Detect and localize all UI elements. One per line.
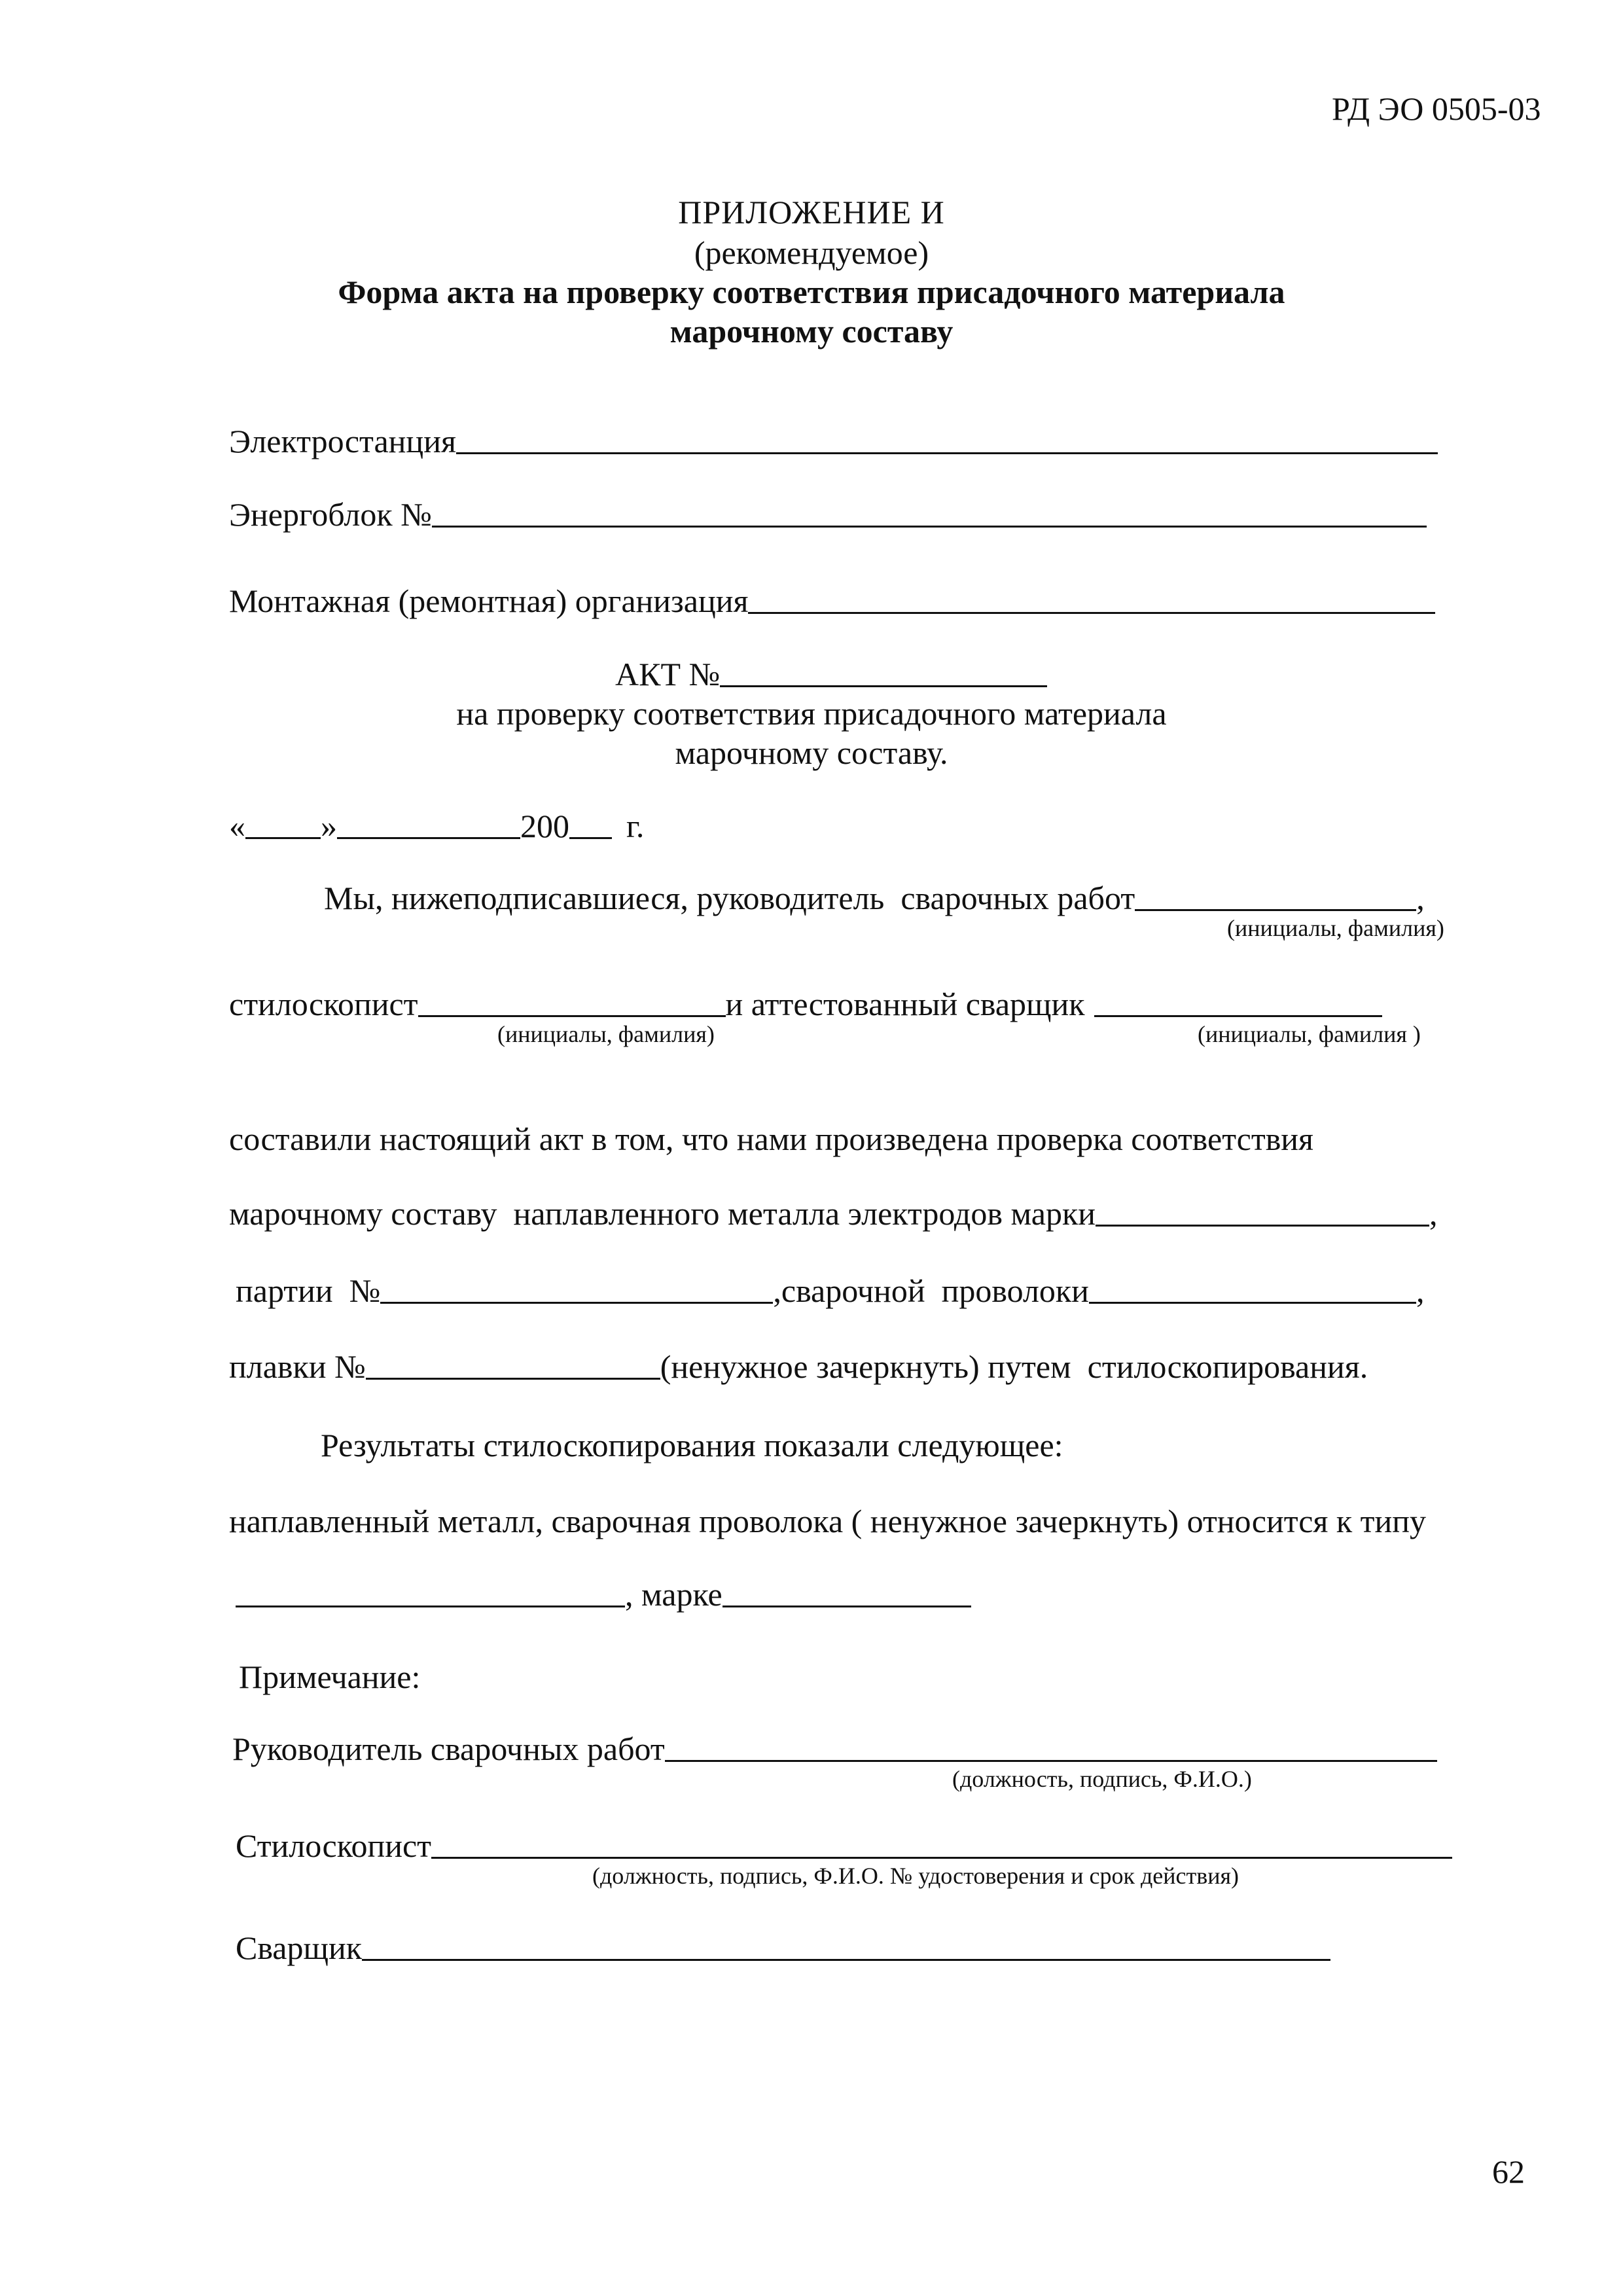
body-line-5-comma: , xyxy=(1416,1272,1425,1309)
date-year-blank[interactable] xyxy=(569,808,612,839)
mark-blank[interactable] xyxy=(722,1577,971,1607)
electrode-brand-blank[interactable] xyxy=(1096,1196,1429,1227)
welding-head-name-hint: (инициалы, фамилия) xyxy=(1227,915,1444,941)
date-year-suffix: г. xyxy=(626,808,645,844)
body-line-3: составили настоящий акт в том, что нами произведена проверка соответствия xyxy=(229,1121,1314,1157)
power-station-label: Электростанция xyxy=(229,423,456,459)
power-station-field xyxy=(229,423,1438,459)
body-line-4-comma: , xyxy=(1429,1195,1438,1232)
body-line-1 xyxy=(324,880,1425,916)
stylo-name-hint: (инициалы, фамилия) xyxy=(497,1021,715,1047)
stylo-signature-blank[interactable] xyxy=(431,1828,1452,1859)
date-year-prefix: 200 xyxy=(520,808,569,844)
power-unit-field xyxy=(229,496,1427,533)
page-number: 62 xyxy=(1492,2153,1525,2190)
mark-label: , марке xyxy=(625,1576,722,1613)
date-month-blank[interactable] xyxy=(337,808,520,839)
organization-field xyxy=(229,583,1435,619)
date-day-blank[interactable] xyxy=(245,808,321,839)
appendix-status: (рекомендуемое) xyxy=(694,234,929,271)
act-subtitle-line-1: на проверку соответствия присадочного материала xyxy=(456,695,1167,732)
stylo-signature-label: Стилоскопист xyxy=(236,1827,431,1864)
body-line-4 xyxy=(229,1195,1438,1232)
head-signature-label: Руководитель сварочных работ xyxy=(232,1731,665,1767)
appendix-heading: ПРИЛОЖЕНИЕ И xyxy=(678,194,945,230)
stylo-name-blank[interactable] xyxy=(418,986,726,1017)
power-unit-label: Энергоблок № xyxy=(229,496,432,533)
date-open-quote: « xyxy=(229,808,245,844)
type-blank[interactable] xyxy=(236,1577,625,1607)
welder-signature-blank[interactable] xyxy=(362,1930,1330,1961)
form-title-line-1: Форма акта на проверку соответствия присадочного материала xyxy=(338,274,1285,310)
power-unit-blank[interactable] xyxy=(432,497,1427,528)
melt-label: плавки № xyxy=(229,1348,366,1385)
welder-name-blank[interactable] xyxy=(1094,986,1382,1017)
body-line-6-rest: (ненужное зачеркнуть) путем стилоскопирования. xyxy=(660,1348,1368,1385)
welder-signature-field xyxy=(236,1929,1330,1966)
body-line-2 xyxy=(229,986,1382,1022)
wire-label: ,сварочной проволоки xyxy=(773,1272,1089,1309)
organization-blank[interactable] xyxy=(748,583,1435,614)
head-signature-field xyxy=(232,1731,1437,1767)
body-line-4-text: марочному составу наплавленного металла электродов марки xyxy=(229,1195,1096,1232)
power-station-blank[interactable] xyxy=(456,423,1438,454)
form-title-line-2: марочному составу xyxy=(669,313,954,350)
act-date-field xyxy=(229,808,644,844)
stylo-label: стилоскопист xyxy=(229,986,418,1022)
date-close-quote: » xyxy=(321,808,337,844)
head-signature-blank[interactable] xyxy=(665,1731,1437,1762)
head-signature-hint: (должность, подпись, Ф.И.О.) xyxy=(952,1766,1252,1792)
act-number-blank[interactable] xyxy=(720,656,1047,687)
welding-head-name-blank[interactable] xyxy=(1135,880,1416,911)
body-line-1-text: Мы, нижеподписавшиеся, руководитель сварочных работ xyxy=(324,880,1135,916)
batch-label: партии № xyxy=(236,1272,381,1309)
batch-number-blank[interactable] xyxy=(380,1273,773,1304)
body-line-6 xyxy=(229,1348,1368,1385)
body-line-9 xyxy=(236,1576,971,1613)
results-heading: Результаты стилоскопирования показали следующее: xyxy=(321,1427,1063,1463)
welder-name-hint: (инициалы, фамилия ) xyxy=(1198,1021,1421,1047)
stylo-signature-hint: (должность, подпись, Ф.И.О. № удостоверения и срок действия) xyxy=(592,1863,1240,1889)
act-subtitle-line-2: марочному составу. xyxy=(675,734,948,771)
note-label: Примечание: xyxy=(239,1659,421,1695)
welder-signature-label: Сварщик xyxy=(236,1929,363,1966)
welder-label: и аттестованный сварщик xyxy=(725,986,1085,1022)
body-line-8: наплавленный металл, сварочная проволока ( ненужное зачеркнуть) относится к типу xyxy=(229,1503,1427,1539)
melt-number-blank[interactable] xyxy=(366,1349,660,1380)
act-number-field xyxy=(615,656,1047,692)
stylo-signature-field xyxy=(236,1827,1452,1864)
document-code: РД ЭО 0505-03 xyxy=(1332,90,1541,127)
organization-label: Монтажная (ремонтная) организация xyxy=(229,583,749,619)
wire-brand-blank[interactable] xyxy=(1089,1273,1416,1304)
body-line-5 xyxy=(236,1272,1424,1309)
body-line-1-comma: , xyxy=(1416,880,1425,916)
act-label: АКТ № xyxy=(615,656,721,692)
